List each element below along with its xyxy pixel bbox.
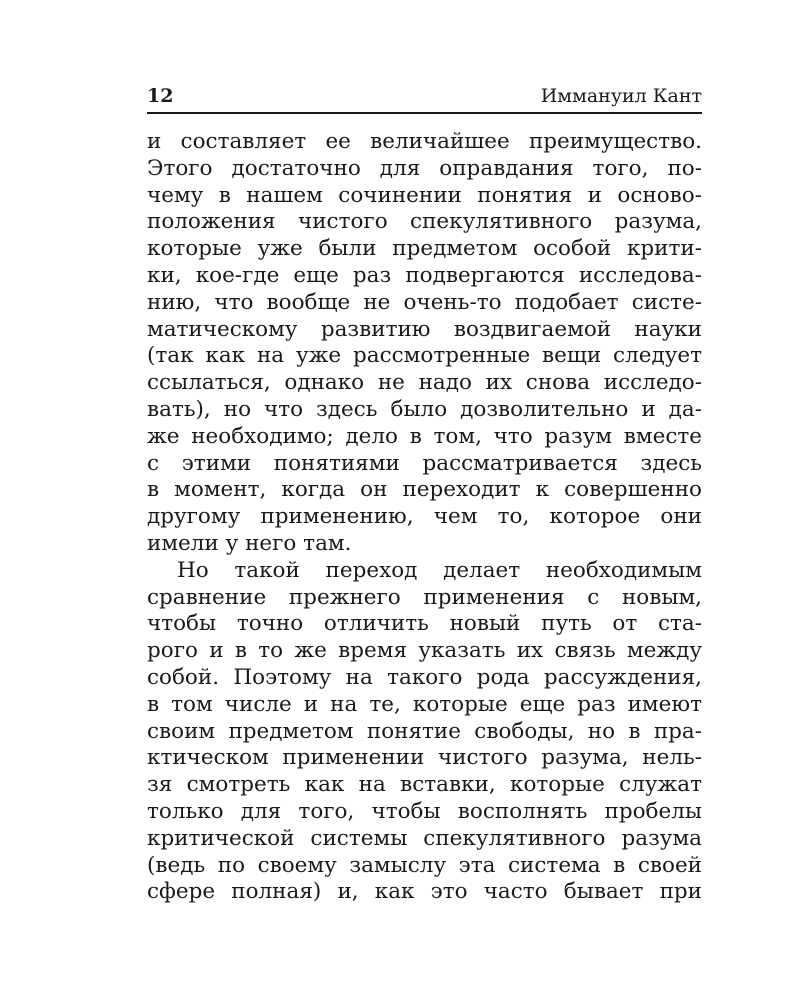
running-head [147, 82, 702, 114]
text-line: зя смотреть как на вставки, которые служат [147, 772, 702, 798]
text-line: чему в нашем сочинении понятия и осново- [147, 182, 702, 208]
text-line: которые уже были предметом особой крити- [147, 236, 702, 262]
text-line: и составляет ее величайшее преимущество. [147, 129, 702, 154]
text-line: рого и в то же время указать их связь между [147, 638, 702, 664]
paragraph-end-line: имели у него там. [147, 530, 352, 556]
header-author: Иммануил Кант [540, 85, 702, 107]
text-line: (ведь по своему замыслу эта система в своей [147, 852, 702, 878]
text-line: только для того, чтобы восполнять пробелы [147, 798, 702, 824]
text-line: ктическом применении чистого разума, нель- [147, 745, 702, 771]
text-line: сфере полная) и, как это часто бывает при [147, 879, 702, 905]
text-line: же необходимо; дело в том, что разум вместе [147, 423, 702, 449]
text-line: ссылаться, однако не надо их снова исследо- [147, 370, 702, 396]
text-line: чтобы точно отличить новый путь от ста- [147, 611, 702, 637]
page-number: 12 [147, 85, 174, 107]
text-line: с этими понятиями рассматривается здесь [147, 450, 702, 476]
text-line: вать), но что здесь было дозволительно и да- [147, 396, 702, 422]
text-line: в том числе и на те, которые еще раз имеют [147, 691, 702, 717]
text-line: собой. Поэтому на такого рода рассуждения, [147, 664, 702, 690]
paragraph-start-line: Но такой переход делает необходимым [177, 557, 702, 583]
text-line: Этого достаточно для оправдания того, по- [147, 155, 702, 181]
text-line: матическому развитию воздвигаемой науки [147, 316, 702, 342]
text-line: ки, кое-где еще раз подвергаются исследова- [147, 262, 702, 288]
text-line: своим предметом понятие свободы, но в пра- [147, 718, 702, 744]
text-line: в момент, когда он переходит к совершенно [147, 477, 702, 503]
text-line: сравнение прежнего применения с новым, [147, 584, 702, 610]
text-line: (так как на уже рассмотренные вещи следует [147, 343, 702, 369]
text-line: положения чистого спекулятивного разума, [147, 209, 702, 235]
body-text [147, 129, 702, 906]
text-line: другому применению, чем то, которое они [147, 504, 702, 530]
text-line: критической системы спекулятивного разума [147, 825, 702, 851]
text-line: нию, что вообще не очень-то подобает систе- [147, 289, 702, 315]
